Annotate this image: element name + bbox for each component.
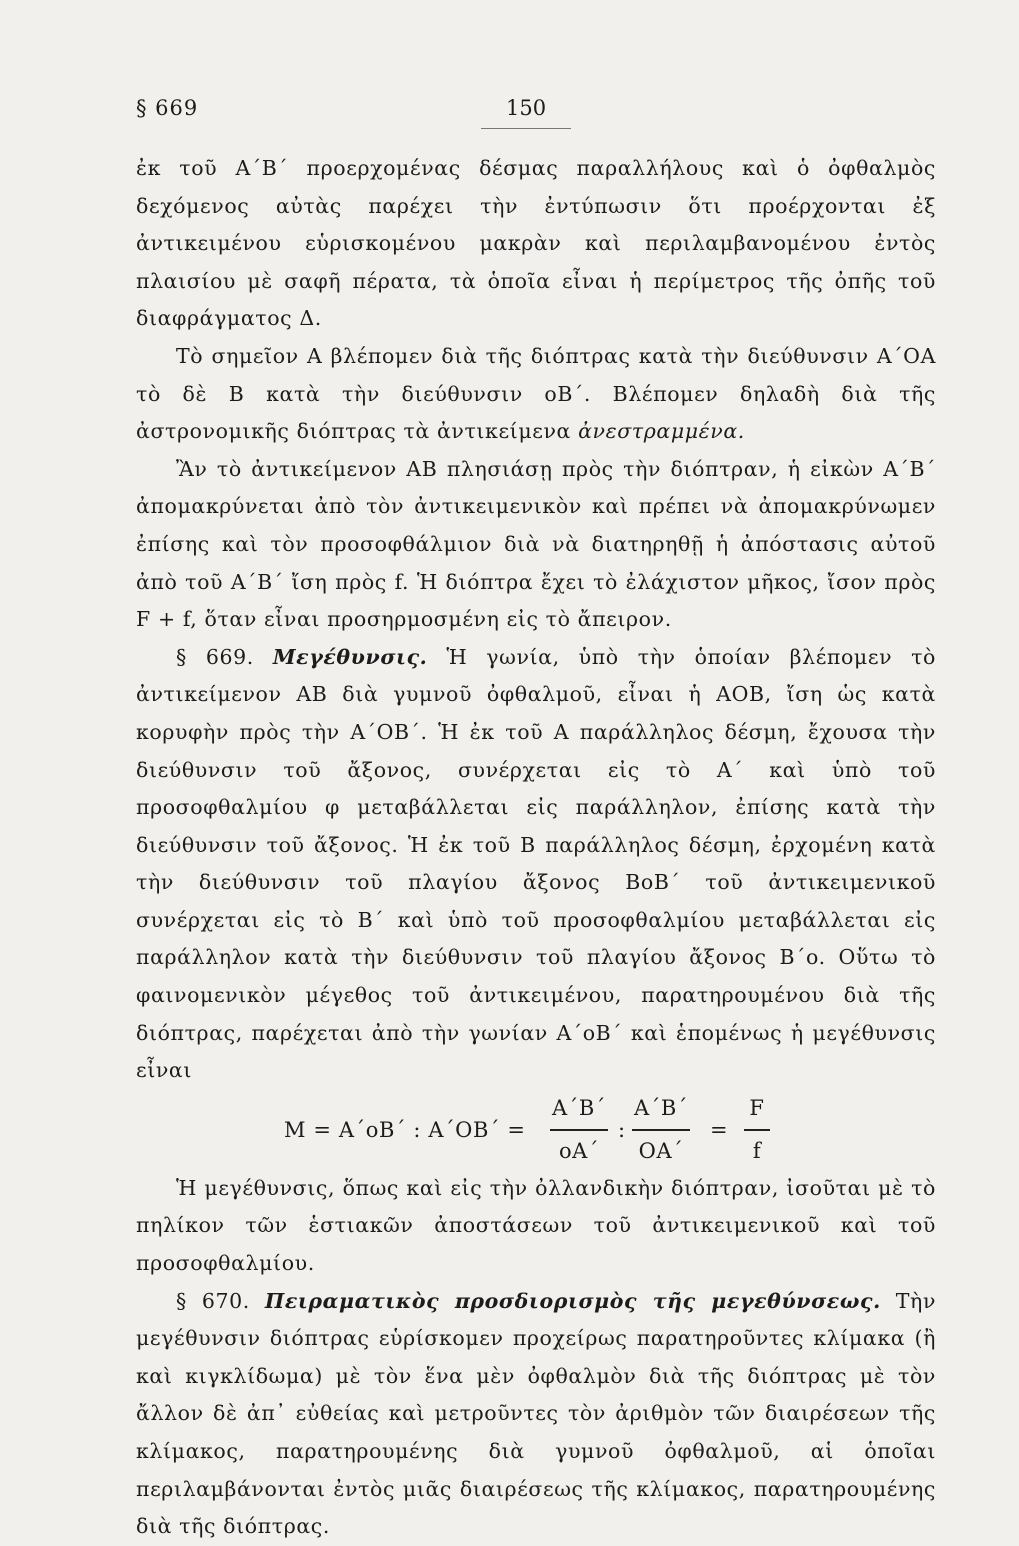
formula-lhs: M = A΄oB΄ : A΄OB΄ = bbox=[284, 1117, 526, 1142]
paragraph-4: Ἡ μεγέθυνσις, ὅπως καὶ εἰς τὴν ὀλλανδικὴν διόπτραν, ἰσοῦται μὲ τὸ πηλίκον τῶν ἑστιακῶν ἀποστάσεων τοῦ ἀντικειμενικοῦ καὶ τοῦ προσοφθαλμίου. bbox=[136, 1175, 936, 1276]
body-text bbox=[136, 150, 936, 1546]
section-669-title: Μεγέθυνσις. bbox=[272, 644, 428, 669]
fraction-3-denominator: f bbox=[752, 1138, 762, 1163]
fraction-2-bar bbox=[632, 1129, 690, 1131]
paragraph-2-text: Τὸ σημεῖον A βλέπομεν διὰ τῆς διόπτρας κατὰ τὴν διεύθυνσιν A΄OA τὸ δὲ B κατὰ τὴν διεύθυνσιν oB΄. Βλέπομεν δηλαδὴ διὰ τῆς ἀστρονομικῆς διόπτρας τὰ ἀντικείμενα bbox=[136, 343, 936, 444]
fraction-3-numerator: F bbox=[749, 1095, 765, 1120]
fraction-1 bbox=[550, 1090, 608, 1171]
section-669 bbox=[136, 639, 936, 1090]
formula-colon: : bbox=[618, 1117, 626, 1142]
page-header bbox=[136, 96, 936, 130]
section-669-number: § 669. bbox=[176, 644, 254, 669]
fraction-3-bar bbox=[744, 1129, 770, 1131]
paragraph-3: Ἂν τὸ ἀντικείμενον AB πλησιάσῃ πρὸς τὴν διόπτραν, ἡ εἰκὼν A΄B΄ ἀπομακρύνεται ἀπὸ τὸν ἀντικειμενικὸν καὶ πρέπει νὰ ἀπομακρύνωμεν ἐπίσης καὶ τὸν προσοφθάλμιον διὰ νὰ διατηρηθῇ ἡ ἀπόστασις αὐτοῦ ἀπὸ τοῦ A΄B΄ ἴση πρὸς f. Ἡ διόπτρα ἔχει τὸ ἐλάχιστον μῆκος, ἴσον πρὸς F + f, ὅταν εἶναι προσηρμοσμένη εἰς τὸ ἄπειρον. bbox=[136, 456, 936, 632]
paragraph-2 bbox=[136, 338, 936, 451]
page-number-rule bbox=[481, 128, 571, 129]
fraction-2-numerator: A΄B΄ bbox=[634, 1095, 688, 1120]
fraction-1-numerator: A΄B΄ bbox=[552, 1095, 606, 1120]
section-mark: § 669 bbox=[136, 96, 199, 120]
section-670-number: § 670. bbox=[176, 1288, 250, 1313]
section-670-text: Τὴν μεγέθυνσιν διόπτρας εὑρίσκομεν προχείρως παρατηροῦντες κλίμακα (ἢ καὶ κιγκλίδωμα) μὲ τὸν ἕνα μὲν ὀφθαλμὸν διὰ τῆς διόπτρας μὲ τὸν ἄλλον δὲ ἀπ᾽ εὐθείας καὶ μετροῦντες τὸν ἀριθμὸν τῶν διαιρέσεων τῆς κλίμακος, παρατηρουμένης διὰ γυμνοῦ ὀφθαλμοῦ, αἱ ὁποῖαι περιλαμβάνονται ἐντὸς μιᾶς διαιρέσεως τῆς κλίμακος, παρατηρουμένης διὰ τῆς διόπτρας. bbox=[136, 1288, 937, 1539]
fraction-2 bbox=[632, 1090, 690, 1171]
section-670-title: Πειραματικὸς προσδιορισμὸς τῆς μεγεθύνσεως. bbox=[264, 1288, 881, 1313]
section-670 bbox=[136, 1283, 936, 1546]
fraction-3 bbox=[744, 1090, 770, 1171]
fraction-2-denominator: OA΄ bbox=[638, 1138, 684, 1163]
magnification-formula bbox=[136, 1090, 936, 1170]
formula-equals: = bbox=[710, 1117, 729, 1142]
fraction-1-denominator: oA΄ bbox=[558, 1138, 600, 1163]
section-669-text: Ἡ γωνία, ὑπὸ τὴν ὁποίαν βλέπομεν τὸ ἀντικείμενον AB διὰ γυμνοῦ ὀφθαλμοῦ, εἶναι ἡ AOB, ἴση ὡς κατὰ κορυφὴν πρὸς τὴν A΄OB΄. Ἡ ἐκ τοῦ A παράλληλος δέσμη, ἔχουσα τὴν διεύθυνσιν τοῦ ἄξονος, συνέρχεται εἰς τὸ A΄ καὶ ὑπὸ τοῦ προσοφθαλμίου φ μεταβάλλεται εἰς παράλληλον, ἐπίσης κατὰ τὴν διεύθυνσιν τοῦ ἄξονος. Ἡ ἐκ τοῦ B παράλληλος δέσμη, ἐρχομένη κατὰ τὴν διεύθυνσιν τοῦ πλαγίου ἄξονος BoB΄ τοῦ ἀντικειμενικοῦ συνέρχεται εἰς τὸ B΄ καὶ ὑπὸ τοῦ προσοφθαλμίου μεταβάλλεται εἰς παράλληλον κατὰ τὴν διεύθυνσιν τοῦ πλαγίου ἄξονος B΄o. Οὕτω τὸ φαινομενικὸν μέγεθος τοῦ ἀντικειμένου, παρατηρουμένου διὰ τῆς διόπτρας, παρέχεται ἀπὸ τὴν γωνίαν A΄oB΄ καὶ ἑπομένως ἡ μεγέθυνσις εἶναι bbox=[136, 644, 936, 1083]
page-number: 150 bbox=[506, 96, 547, 120]
paragraph-2-emphasis: ἀνεστραμμένα. bbox=[578, 419, 745, 444]
paragraph-1: ἐκ τοῦ A΄B΄ προερχομένας δέσμας παραλλήλους καὶ ὁ ὀφθαλμὸς δεχόμενος αὐτὰς παρέχει τὴν ἐντύπωσιν ὅτι προέρχονται ἐξ ἀντικειμένου εὑρισκομένου μακρὰν καὶ περιλαμβανομένου ἐντὸς πλαισίου μὲ σαφῆ πέρατα, τὰ ὁποῖα εἶναι ἡ περίμετρος τῆς ὀπῆς τοῦ διαφράγματος Δ. bbox=[136, 156, 936, 331]
fraction-1-bar bbox=[550, 1129, 608, 1131]
